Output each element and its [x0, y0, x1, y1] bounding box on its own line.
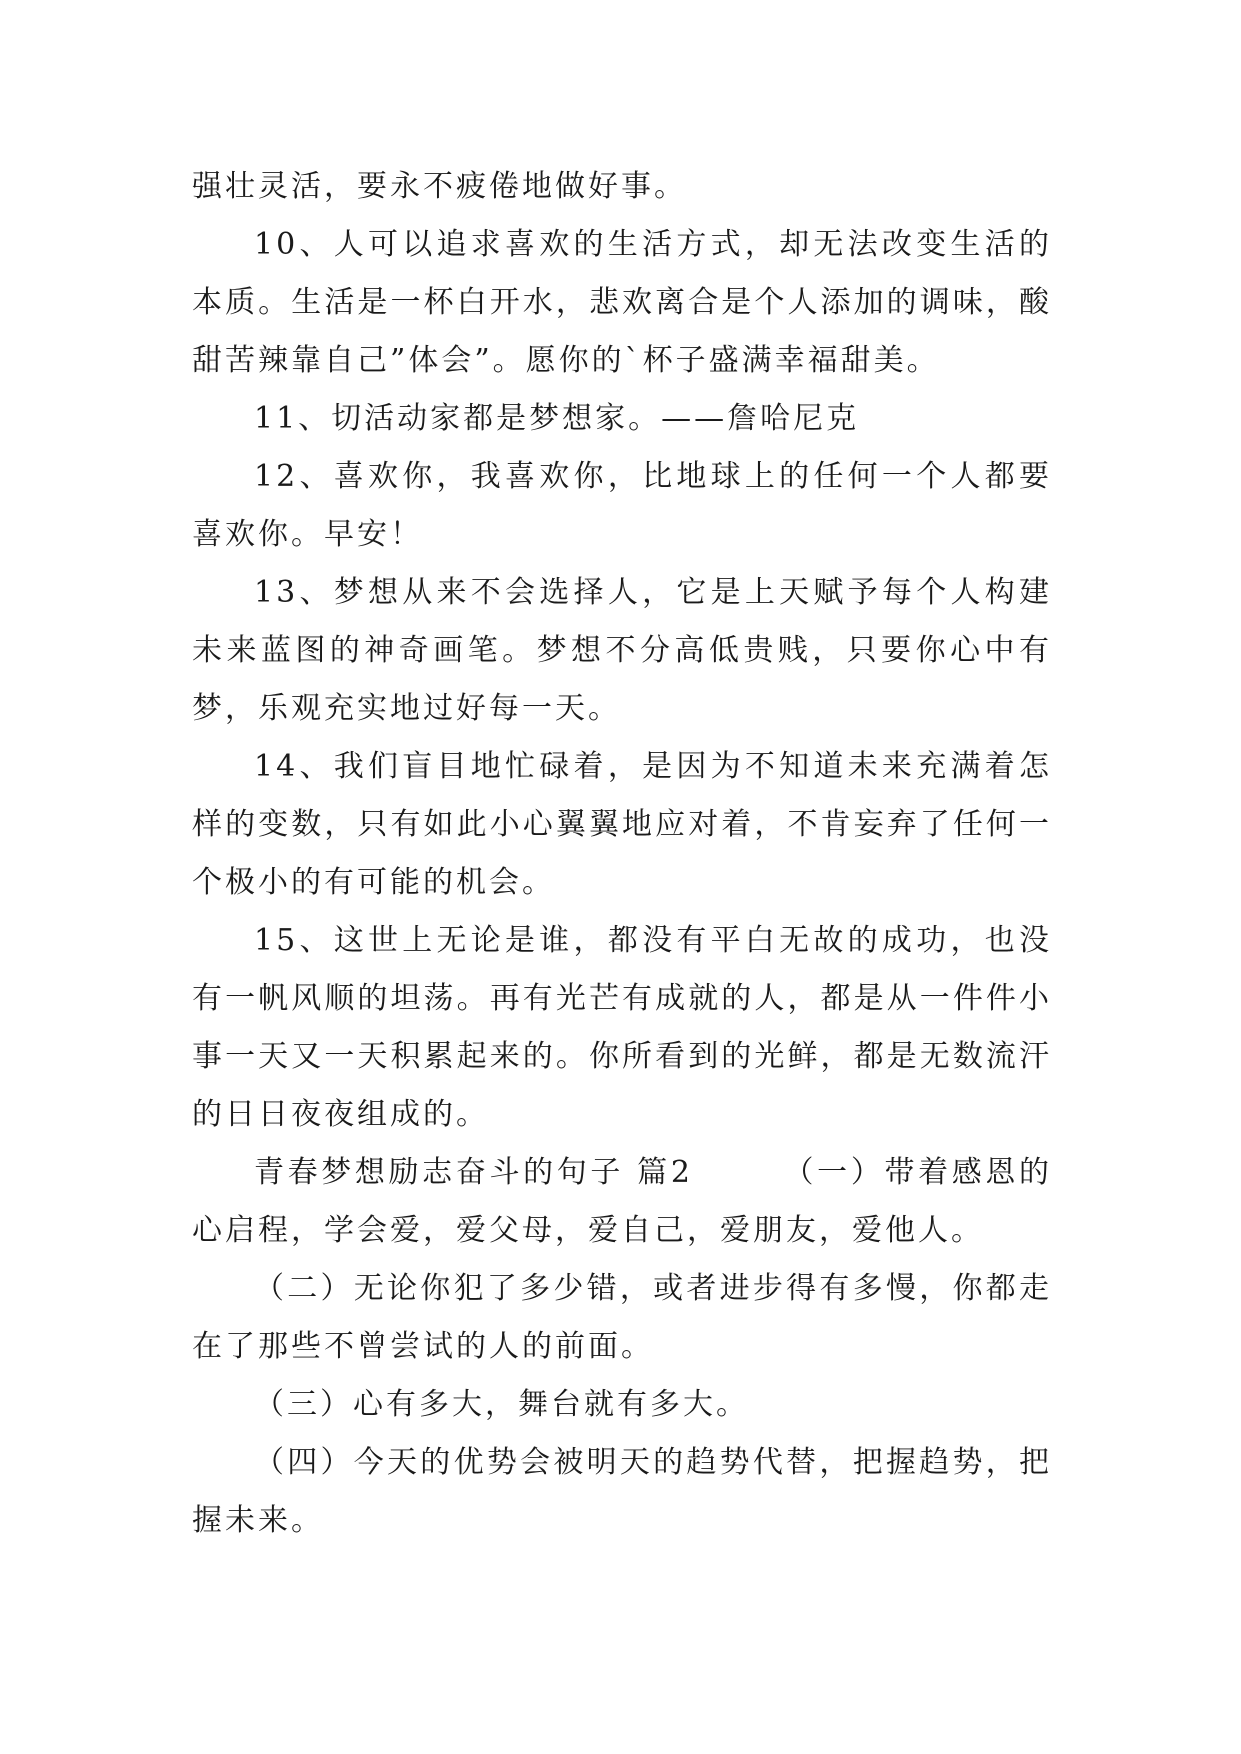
section-paragraph — [192, 1144, 1052, 1260]
section-heading: 青春梦想励志奋斗的句子 篇2 — [254, 1155, 693, 1190]
list-item-4: （四）今天的优势会被明天的趋势代替，把握趋势，把握未来。 — [192, 1445, 1052, 1538]
section-first-item: （一）带着感恩的心启程，学会爱，爱父母，爱自己，爱朋友，爱他人。 — [192, 1155, 1053, 1248]
paragraph-item-15: 15、这世上无论是谁，都没有平白无故的成功，也没有一帆风顺的坦荡。再有光芒有成就的人，都是从一件件小事一天又一天积累起来的。你所看到的光鲜，都是无数流汗的日日夜夜组成的。 — [192, 923, 1052, 1132]
paragraph-item-13: 13、梦想从来不会选择人，它是上天赋予每个人构建未来蓝图的神奇画笔。梦想不分高低贵贱，只要你心中有梦，乐观充实地过好每一天。 — [192, 575, 1052, 726]
paragraph-continuation: 强壮灵活，要永不疲倦地做好事。 — [192, 169, 687, 204]
paragraph-item-12: 12、喜欢你，我喜欢你，比地球上的任何一个人都要喜欢你。早安！ — [192, 459, 1052, 552]
document-body — [192, 158, 1052, 1550]
list-item-2: （二）无论你犯了多少错，或者进步得有多慢，你都走在了那些不曾尝试的人的前面。 — [192, 1271, 1052, 1364]
paragraph-item-11: 11、切活动家都是梦想家。——詹哈尼克 — [254, 401, 860, 436]
list-item-3: （三）心有多大，舞台就有多大。 — [254, 1387, 749, 1422]
paragraph-item-10: 10、人可以追求喜欢的生活方式，却无法改变生活的本质。生活是一杯白开水，悲欢离合是个人添加的调味，酸甜苦辣靠自己”体会”。愿你的`杯子盛满幸福甜美。 — [192, 227, 1052, 378]
paragraph-item-14: 14、我们盲目地忙碌着，是因为不知道未来充满着怎样的变数，只有如此小心翼翼地应对着，不肯妄弃了任何一个极小的有可能的机会。 — [192, 749, 1052, 900]
